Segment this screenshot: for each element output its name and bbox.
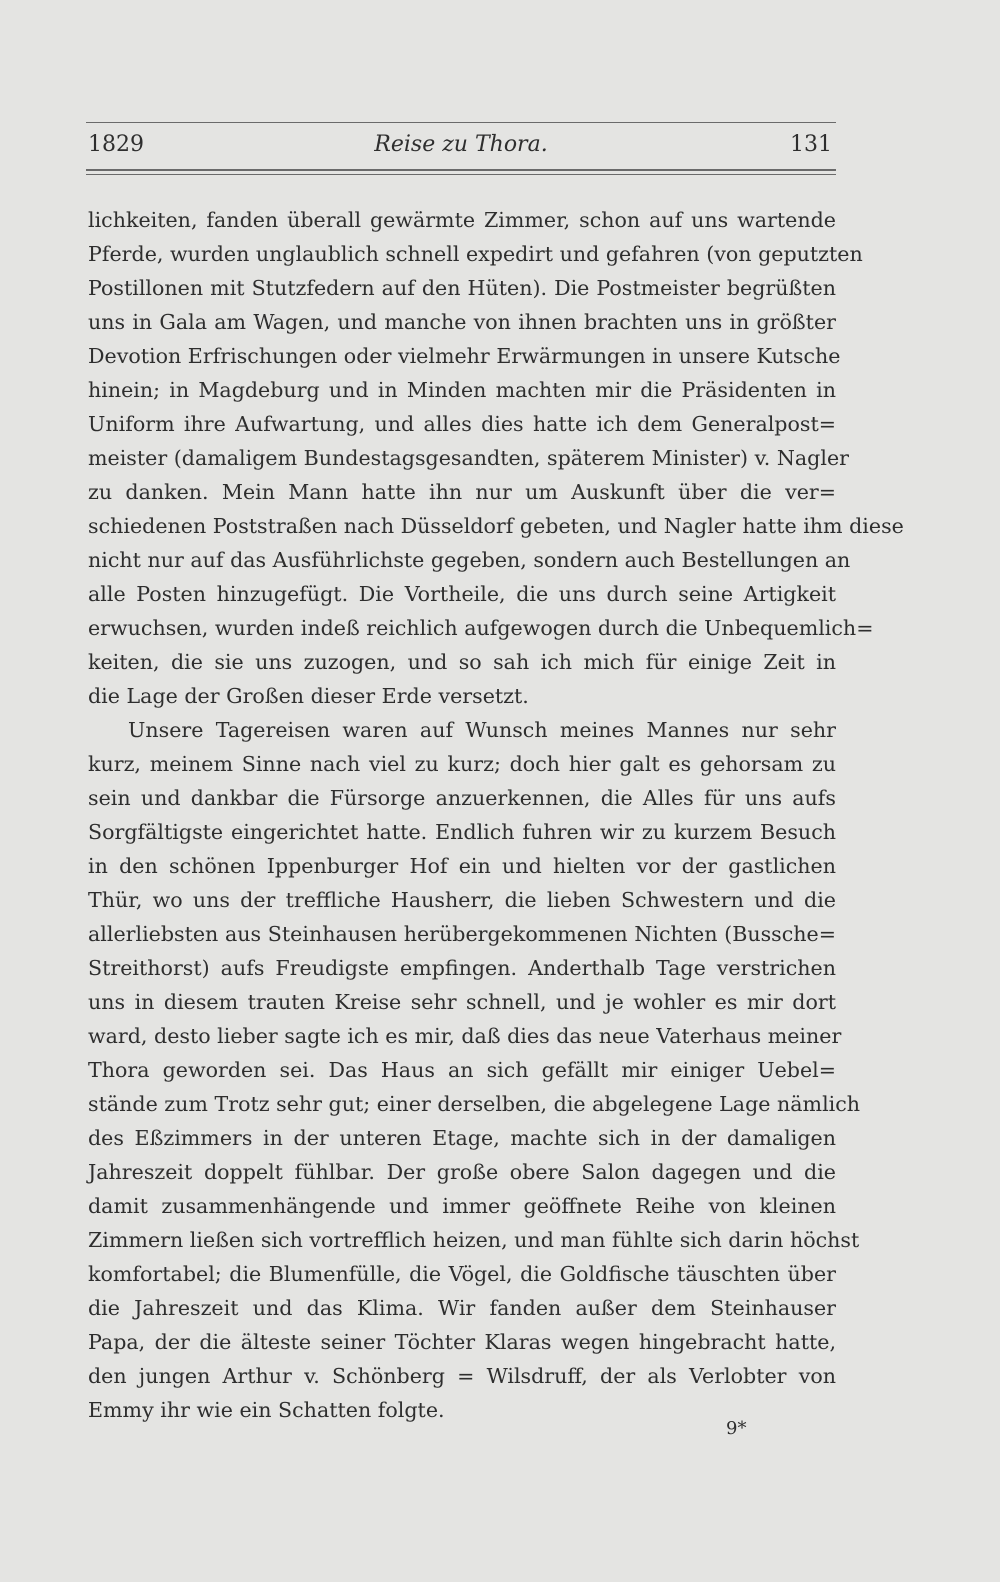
running-header — [86, 128, 836, 164]
header-year: 1829 — [88, 132, 144, 157]
text-line: sein und dankbar die Fürsorge anzuerkennen, die Alles für uns aufs — [88, 786, 836, 810]
text-line: Thür, wo uns der treffliche Hausherr, die lieben Schwestern und die — [88, 888, 836, 912]
text-line: die Lage der Großen dieser Erde versetzt. — [88, 684, 529, 708]
text-line: allerliebsten aus Steinhausen herübergekommenen Nichten (Bussche= — [88, 922, 836, 946]
text-line: Papa, der die älteste seiner Töchter Klaras wegen hingebracht hatte, — [88, 1330, 836, 1354]
text-line: zu danken. Mein Mann hatte ihn nur um Auskunft über die ver= — [88, 480, 836, 504]
text-line: nicht nur auf das Ausführlichste gegeben, sondern auch Bestellungen an — [88, 548, 851, 572]
text-line: die Jahreszeit und das Klima. Wir fanden außer dem Steinhauser — [88, 1296, 836, 1320]
text-line: keiten, die sie uns zuzogen, und so sah ich mich für einige Zeit in — [88, 650, 836, 674]
body-text — [88, 203, 904, 1427]
text-line: alle Posten hinzugefügt. Die Vortheile, die uns durch seine Artigkeit — [88, 582, 836, 606]
page-number: 131 — [790, 132, 832, 157]
text-line: uns in diesem trauten Kreise sehr schnell, und je wohler es mir dort — [88, 990, 836, 1014]
header-rule-bottom — [86, 169, 836, 171]
text-line: hinein; in Magdeburg und in Minden machten mir die Präsidenten in — [88, 378, 836, 402]
text-line: Uniform ihre Aufwartung, und alles dies hatte ich dem Generalpost= — [88, 412, 836, 436]
text-line: Devotion Erfrischungen oder vielmehr Erwärmungen in unsere Kutsche — [88, 344, 841, 368]
header-rule-bottom-thin — [86, 174, 836, 175]
header-rule-top — [86, 122, 836, 123]
text-line: Emmy ihr wie ein Schatten folgte. — [88, 1398, 445, 1422]
text-line: den jungen Arthur v. Schönberg = Wilsdruff, der als Verlobter von — [88, 1364, 836, 1388]
text-line: kurz, meinem Sinne nach viel zu kurz; doch hier galt es gehorsam zu — [88, 752, 836, 776]
text-line: schiedenen Poststraßen nach Düsseldorf gebeten, und Nagler hatte ihm diese — [88, 514, 904, 538]
text-line: damit zusammenhängende und immer geöffnete Reihe von kleinen — [88, 1194, 836, 1218]
text-line: Jahreszeit doppelt fühlbar. Der große obere Salon dagegen und die — [88, 1160, 836, 1184]
text-line: ward, desto lieber sagte ich es mir, daß dies das neue Vaterhaus meiner — [88, 1024, 842, 1048]
text-line: Thora geworden sei. Das Haus an sich gefällt mir einiger Uebel= — [88, 1058, 836, 1082]
text-line: des Eßzimmers in der unteren Etage, machte sich in der damaligen — [88, 1126, 836, 1150]
text-line: stände zum Trotz sehr gut; einer derselben, die abgelegene Lage nämlich — [88, 1092, 861, 1116]
text-line: Pferde, wurden unglaublich schnell expedirt und gefahren (von geputzten — [88, 242, 863, 266]
text-line: in den schönen Ippenburger Hof ein und hielten vor der gastlichen — [88, 854, 836, 878]
text-line: uns in Gala am Wagen, und manche von ihnen brachten uns in größter — [88, 310, 836, 334]
header-title: Reise zu Thora. — [374, 132, 548, 157]
signature-mark: 9* — [726, 1418, 747, 1439]
text-line: lichkeiten, fanden überall gewärmte Zimmer, schon auf uns wartende — [88, 208, 836, 232]
text-line: Streithorst) aufs Freudigste empfingen. Anderthalb Tage verstrichen — [88, 956, 836, 980]
text-line: Sorgfältigste eingerichtet hatte. Endlich fuhren wir zu kurzem Besuch — [88, 820, 836, 844]
text-line: erwuchsen, wurden indeß reichlich aufgewogen durch die Unbequemlich= — [88, 616, 874, 640]
text-line: komfortabel; die Blumenfülle, die Vögel, die Goldfische täuschten über — [88, 1262, 836, 1286]
text-line: Postillonen mit Stutzfedern auf den Hüten). Die Postmeister begrüßten — [88, 276, 836, 300]
text-line: Zimmern ließen sich vortrefflich heizen, und man fühlte sich darin höchst — [88, 1228, 860, 1252]
text-line: meister (damaligem Bundestagsgesandten, späterem Minister) v. Nagler — [88, 446, 849, 470]
text-line: Unsere Tagereisen waren auf Wunsch meines Mannes nur sehr — [128, 718, 836, 742]
